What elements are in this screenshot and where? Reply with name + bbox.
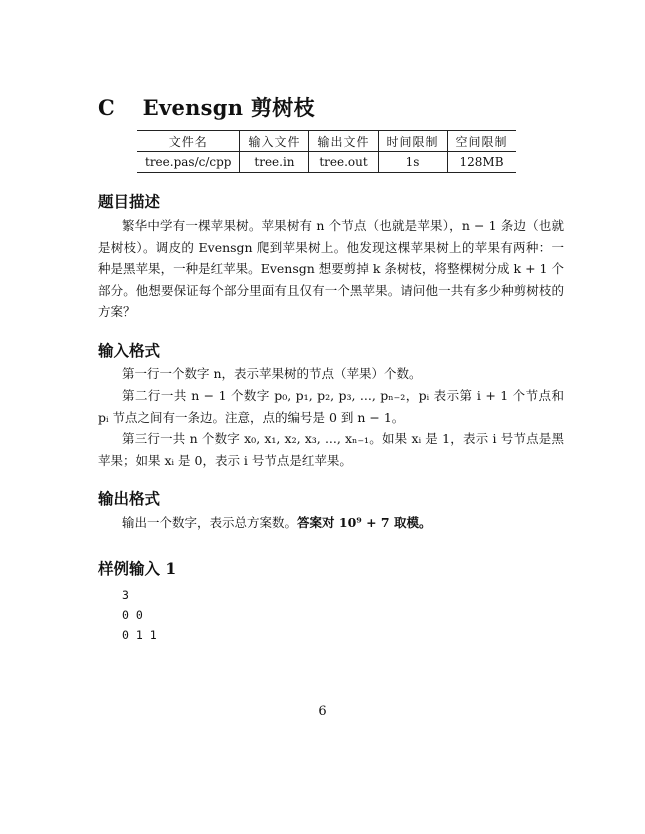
input-line-1: 第一行一个数字 n，表示苹果树的节点（苹果）个数。 — [122, 366, 422, 381]
sample-input-line: 0 1 1 — [122, 628, 157, 642]
header-input-file: 输入文件 — [240, 131, 309, 152]
problem-title — [98, 92, 315, 122]
input-line-3: 第三行一共 n 个数字 x₀, x₁, x₂, x₃, ..., xₙ₋₁。如果 xᵢ 是 1，表示 i 号节点是黑苹果；如果 xᵢ 是 0，表示 i 号节点是红苹果。 — [98, 431, 564, 468]
input-heading: 输入格式 — [98, 341, 161, 360]
header-time-limit: 时间限制 — [378, 131, 447, 152]
cell-input-file: tree.in — [240, 152, 309, 173]
output-heading: 输出格式 — [98, 489, 161, 508]
description-heading: 题目描述 — [98, 192, 161, 211]
page-number: 6 — [318, 704, 327, 719]
header-output-file: 输出文件 — [309, 131, 378, 152]
output-text — [98, 512, 564, 534]
sample-input-line: 3 — [122, 588, 129, 602]
header-filename: 文件名 — [168, 134, 208, 149]
problem-name: Evensgn 剪树枝 — [142, 95, 315, 120]
cell-output-file: tree.out — [309, 152, 378, 173]
output-modulo-note: 答案对 10⁹ + 7 取模。 — [297, 515, 432, 530]
file-info-table — [137, 130, 516, 173]
cell-memory-limit: 128MB — [447, 152, 516, 173]
output-description: 输出一个数字，表示总方案数。 — [122, 515, 298, 530]
cell-time-limit: 1s — [378, 152, 447, 173]
description-text: 繁华中学有一棵苹果树。苹果树有 n 个节点（也就是苹果），n − 1 条边（也就是树枝）。调皮的 Evensgn 爬到苹果树上。他发现这棵苹果树上的苹果有两种：一种是黑苹果，一种是红苹果。Evensgn 想要剪掉 k 条树枝，将整棵树分成 k + 1 个部分。他想要保证每个部分里面有且仅有一个黑苹果。请问他一共有多少种剪树枝的方案？ — [98, 218, 564, 319]
problem-letter: C — [98, 95, 116, 120]
table-row — [137, 152, 516, 173]
sample-input-line: 0 0 — [122, 608, 143, 622]
input-line-2: 第二行一共 n − 1 个数字 p₀, p₁, p₂, p₃, ..., pₙ₋₂，pᵢ 表示第 i + 1 个节点和 pᵢ 节点之间有一条边。注意，点的编号是 0 到 n − 1。 — [98, 388, 564, 425]
header-memory-limit: 空间限制 — [447, 131, 516, 152]
cell-filename: tree.pas/c/cpp — [145, 155, 232, 169]
table-header-row — [137, 131, 516, 152]
sample-input-heading: 样例输入 1 — [98, 559, 177, 578]
